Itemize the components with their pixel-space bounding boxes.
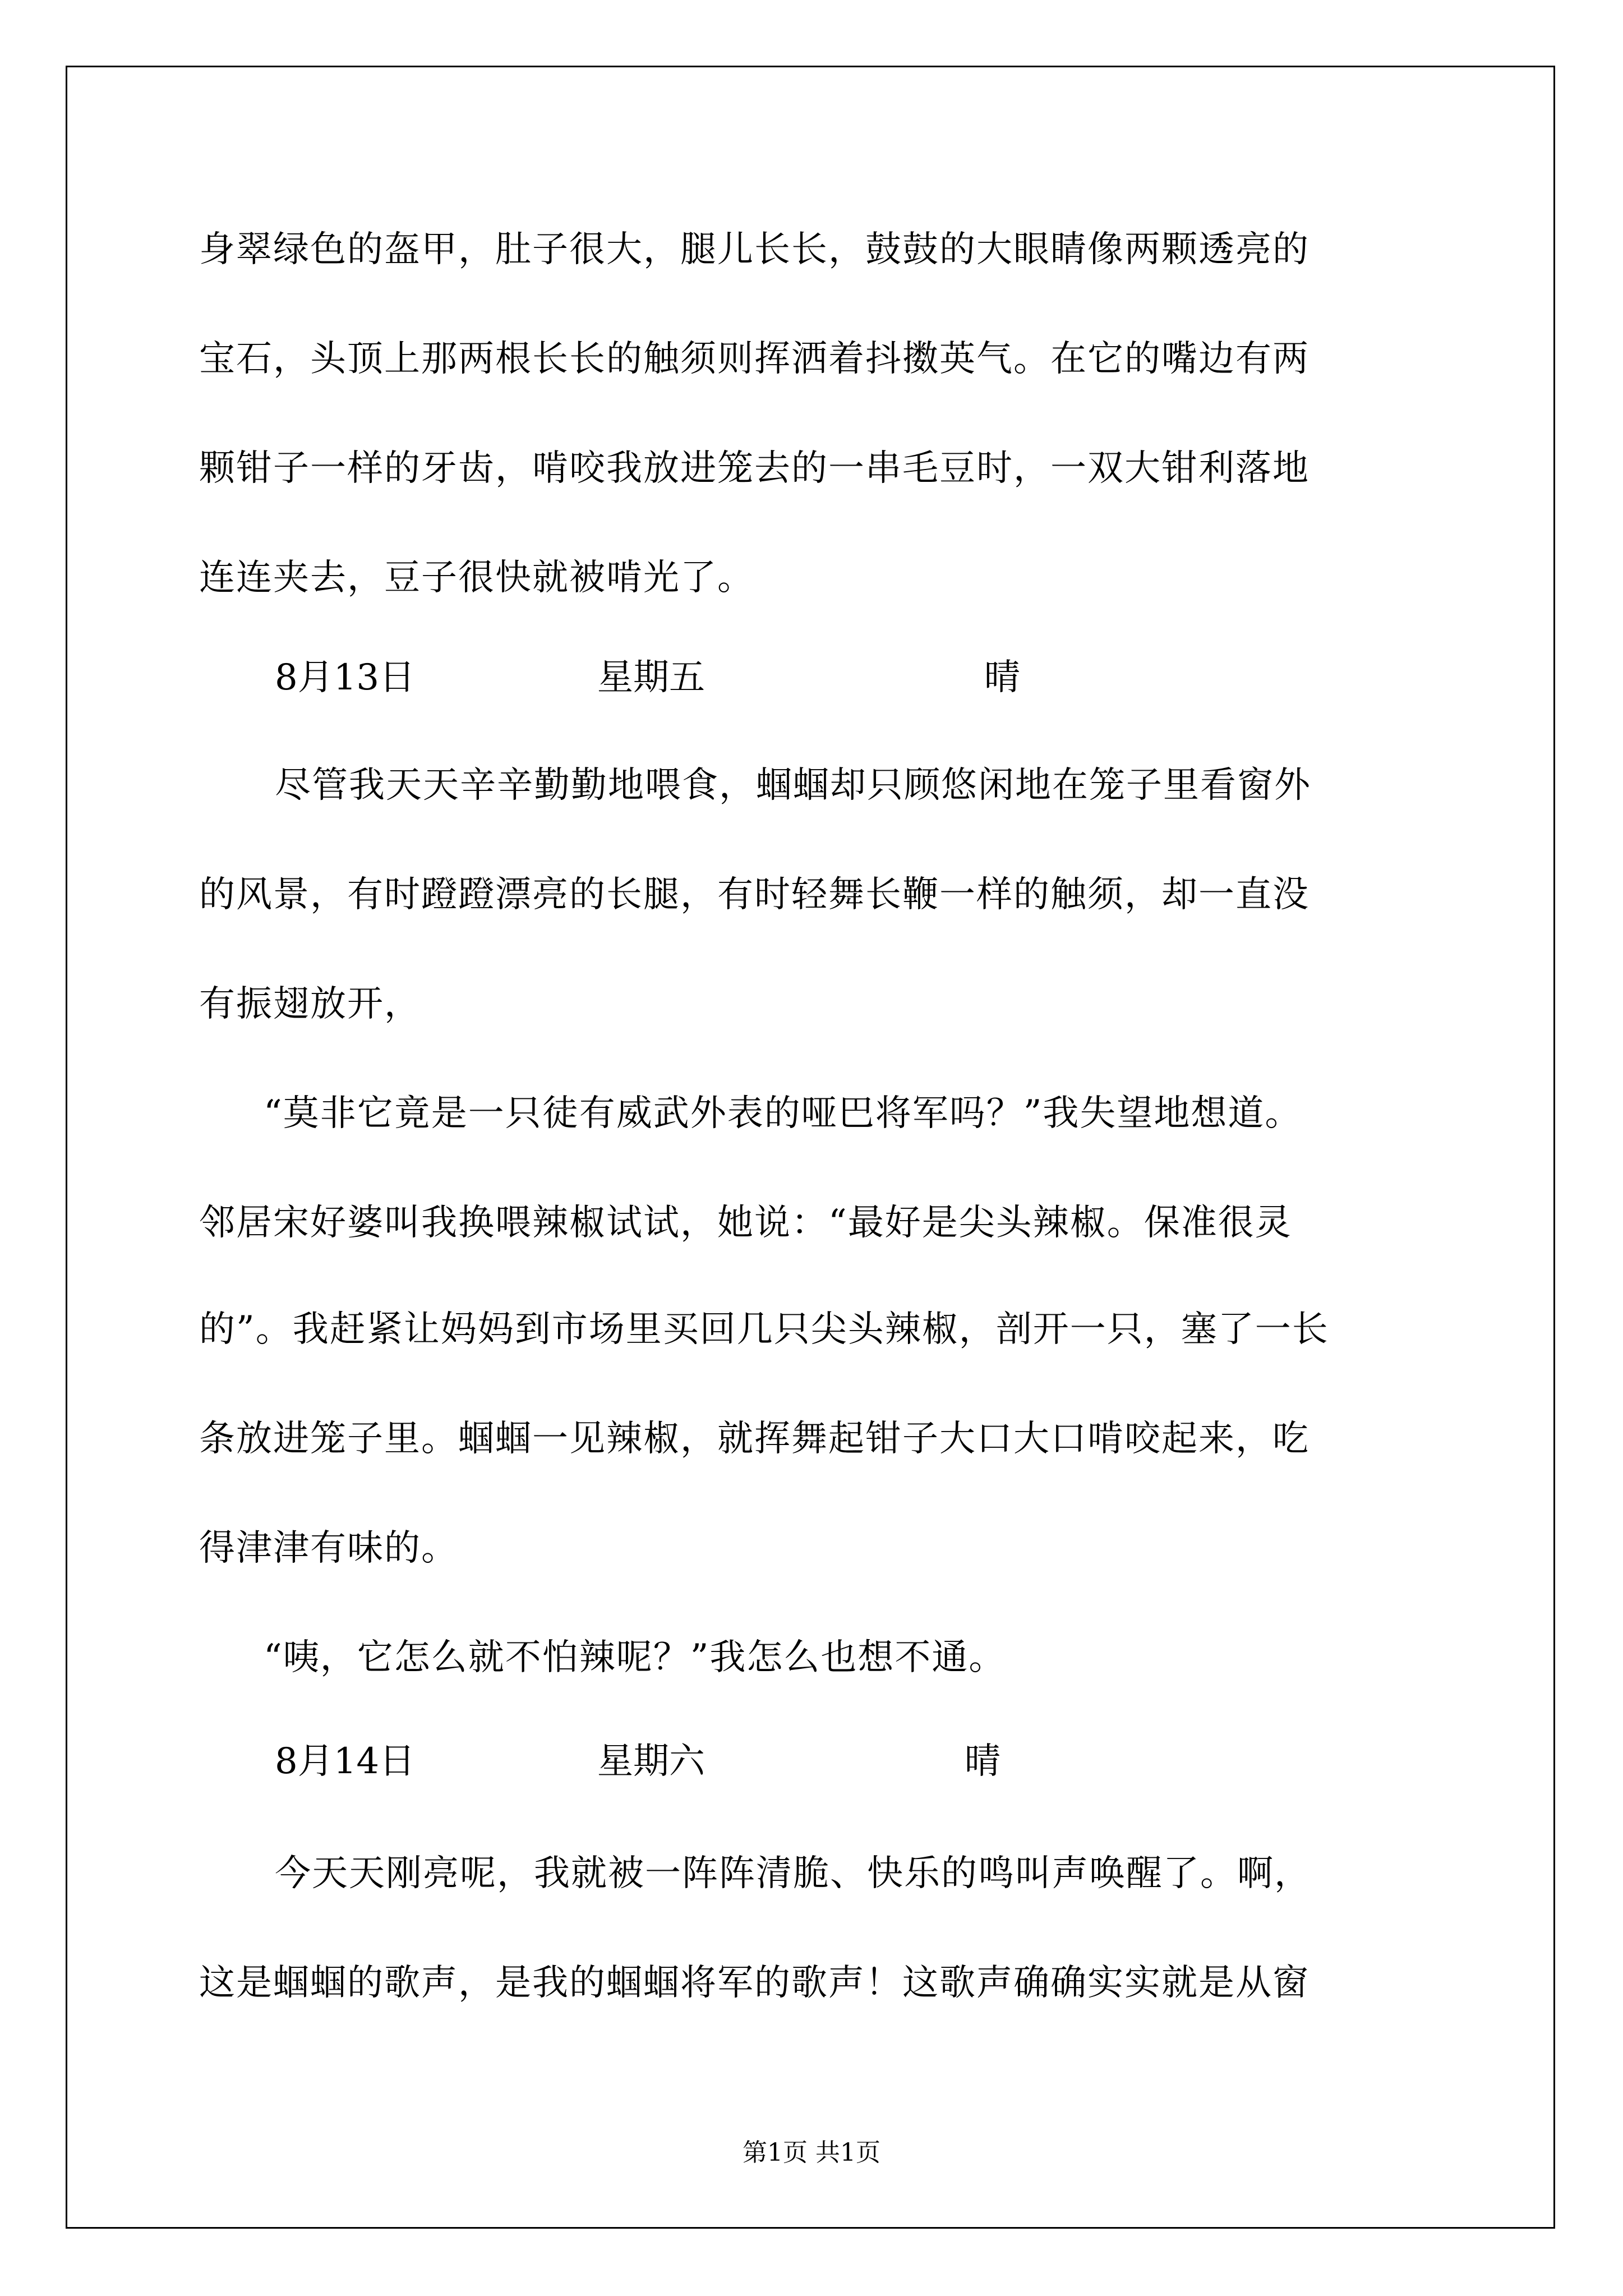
page-number-footer: 第1页 共1页 <box>743 2138 880 2167</box>
body-line: 的风景，有时蹬蹬漂亮的长腿，有时轻舞长鞭一样的触须，却一直没 <box>199 874 1310 915</box>
diary-weekday: 星期六 <box>597 1741 705 1782</box>
body-line: 今天天刚亮呢，我就被一阵阵清脆、快乐的鸣叫声唤醒了。啊， <box>275 1853 1311 1894</box>
body-line: 连连夹去，豆子很快就被啃光了。 <box>199 557 754 599</box>
body-line: “咦，它怎么就不怕辣呢？”我怎么也想不通。 <box>264 1637 1006 1678</box>
body-line: 身翠绿色的盔甲，肚子很大，腿儿长长，鼓鼓的大眼睛像两颗透亮的 <box>199 229 1310 270</box>
diary-weather: 晴 <box>984 657 1020 698</box>
diary-weather: 晴 <box>965 1741 1000 1782</box>
page-border <box>66 66 1555 2229</box>
body-line: “莫非它竟是一只徒有威武外表的哑巴将军吗？”我失望地想道。 <box>264 1093 1302 1134</box>
diary-weekday: 星期五 <box>597 657 705 698</box>
body-line: 条放进笼子里。蝈蝈一见辣椒，就挥舞起钳子大口大口啃咬起来，吃 <box>199 1418 1310 1460</box>
body-line: 宝石，头顶上那两根长长的触须则挥洒着抖擞英气。在它的嘴边有两 <box>199 338 1310 380</box>
diary-date: 8月14日 <box>275 1741 416 1782</box>
body-line: 的”。我赶紧让妈妈到市场里买回几只尖头辣椒，剖开一只，塞了一长 <box>199 1309 1329 1350</box>
body-line: 邻居宋好婆叫我换喂辣椒试试，她说：“最好是尖头辣椒。保准很灵 <box>199 1202 1292 1244</box>
body-line: 尽管我天天辛辛勤勤地喂食，蝈蝈却只顾悠闲地在笼子里看窗外 <box>275 765 1311 806</box>
body-line: 颗钳子一样的牙齿，啃咬我放进笼去的一串毛豆时，一双大钳利落地 <box>199 448 1310 489</box>
body-line: 这是蝈蝈的歌声，是我的蝈蝈将军的歌声！这歌声确确实实就是从窗 <box>199 1962 1310 2004</box>
body-line: 有振翅放开， <box>199 983 421 1025</box>
diary-date: 8月13日 <box>275 657 416 698</box>
body-line: 得津津有味的。 <box>199 1527 458 1569</box>
